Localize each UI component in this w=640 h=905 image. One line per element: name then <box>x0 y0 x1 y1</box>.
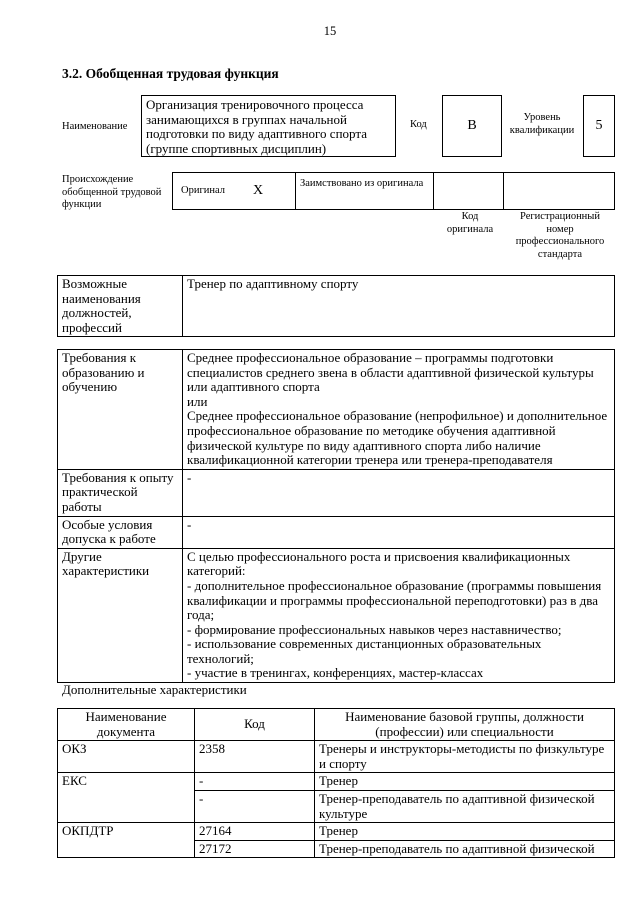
doc-cell: ЕКС <box>58 773 195 823</box>
origin-reg-cell <box>503 172 615 210</box>
name-cell: Тренеры и инструкторы-методисты по физкультуре и спорту <box>315 741 615 773</box>
req-value: - <box>183 516 615 548</box>
name-cell: Тренер-преподаватель по адаптивной физической <box>315 840 615 858</box>
name-cell: Тренер <box>315 773 615 791</box>
page-number: 15 <box>323 24 337 38</box>
req-label: Требования к образованию и обучению <box>58 350 183 470</box>
req-row-education <box>58 350 615 470</box>
header-code: Код <box>195 709 315 741</box>
code-box <box>442 95 502 157</box>
origin-code-cell <box>433 172 504 210</box>
req-row-experience <box>58 469 615 516</box>
name-cell: Тренер <box>315 823 615 841</box>
requirements-table <box>57 349 615 683</box>
level-value: 5 <box>595 118 603 133</box>
original-label: Оригинал <box>181 185 225 196</box>
origin-original-cell <box>172 172 296 210</box>
origin-borrowed-cell <box>295 172 434 210</box>
header-document: Наименование документа <box>58 709 195 741</box>
caption-code: Код оригинала <box>446 211 494 235</box>
code-cell: 27172 <box>195 840 315 858</box>
doc-cell: ОКПДТР <box>58 823 195 858</box>
code-cell: 2358 <box>195 741 315 773</box>
code-cell: 27164 <box>195 823 315 841</box>
req-label: Особые условия допуска к работе <box>58 516 183 548</box>
name-cell: Тренер-преподаватель по адаптивной физической культуре <box>315 790 615 822</box>
additional-table <box>57 708 615 858</box>
positions-value: Тренер по адаптивному спорту <box>183 276 615 337</box>
code-value: B <box>467 118 477 133</box>
table-row <box>58 741 615 773</box>
name-label: Наименование <box>62 121 128 132</box>
caption-reg: Регистрационный номер профессионального стандарта <box>515 211 605 260</box>
positions-label: Возможные наименования должностей, профессий <box>58 276 183 337</box>
req-row-admission <box>58 516 615 548</box>
additional-header-row <box>58 709 615 741</box>
code-label: Код <box>410 119 427 130</box>
req-value: Среднее профессиональное образование – программы подготовки специалистов среднего звена в области адаптивной физической культуры или адаптивного спорта или Среднее профессиональное образование (непрофильное) и дополнительное профессиональное образование по методике обучения адаптивной физической культуре по виду адаптивного спорта либо наличие квалификационной категории тренера или тренера-преподавателя <box>183 350 615 470</box>
code-cell: - <box>195 790 315 822</box>
req-label: Другие характеристики <box>58 548 183 682</box>
positions-table <box>57 275 615 337</box>
header-group: Наименование базовой группы, должности (профессии) или специальности <box>315 709 615 741</box>
additional-title: Дополнительные характеристики <box>62 682 247 697</box>
req-value: - <box>183 469 615 516</box>
table-row <box>58 823 615 841</box>
req-row-other <box>58 548 615 682</box>
original-mark: X <box>253 183 264 198</box>
doc-cell: ОКЗ <box>58 741 195 773</box>
borrowed-label: Заимствовано из оригинала <box>300 178 424 189</box>
origin-label: Происхождение обобщенной трудовой функции <box>62 174 162 210</box>
table-row <box>58 773 615 791</box>
section-title: 3.2. Обобщенная трудовая функция <box>62 66 279 81</box>
req-label: Требования к опыту практической работы <box>58 469 183 516</box>
req-value: С целью профессионального роста и присвоения квалификационных категорий: - дополнительное профессиональное образование (программы повышения квалификации и программы профессиональной переподготовки) раз в два года; - формирование профессиональных навыков через наставничество; - использование современных дистанционных образовательных технологий; - участие в тренингах, конференциях, мастер-классах <box>183 548 615 682</box>
function-name-box <box>141 95 396 157</box>
function-name: Организация тренировочного процесса занимающихся в группах начальной подготовки по виду адаптивного спорта (группе спортивных дисциплин) <box>146 97 367 156</box>
level-label: Уровень квалификации <box>509 112 575 136</box>
code-cell: - <box>195 773 315 791</box>
level-box <box>583 95 615 157</box>
